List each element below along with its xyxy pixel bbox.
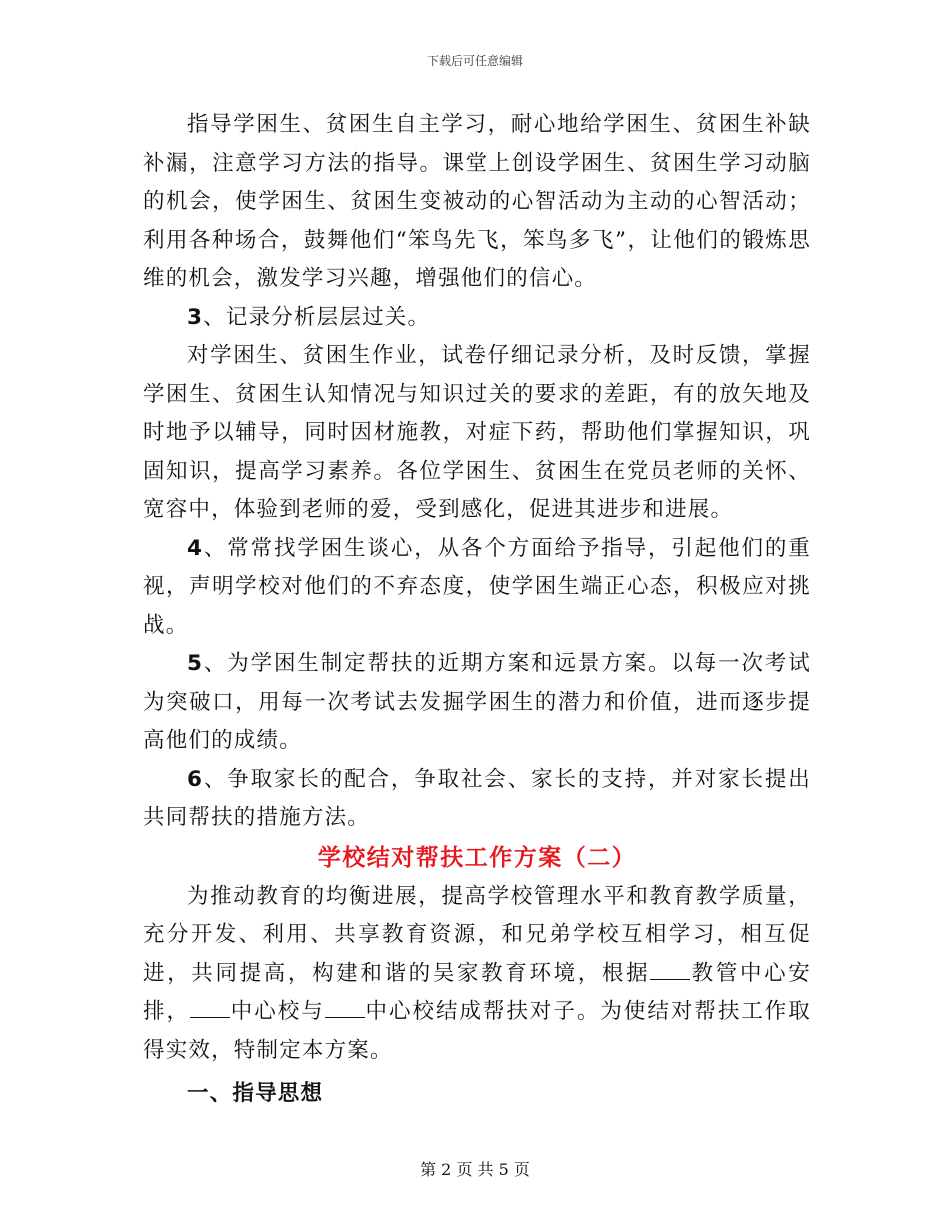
heading-guiding-ideology: 一、指导思想 — [187, 1081, 324, 1106]
list-item-3 — [143, 299, 811, 338]
page-header: 下载后可任意编辑 — [426, 54, 523, 68]
blank-line — [650, 961, 690, 980]
section-title: 学校结对帮扶工作方案（二） — [317, 843, 637, 871]
intro-text-c: 中心校与 — [229, 999, 325, 1024]
intro-text-a: 为推动教育的均衡进展，提高学校管理水平和教育教学质量，充分开发、利用、共享教育资源，和兄弟学校互相学习，相互促进，共同提高，构建和谐的吴家教育环境，根据 — [143, 883, 811, 986]
list-item-6 — [143, 761, 811, 838]
blank-line — [190, 999, 230, 1018]
item-number: 6 — [187, 766, 204, 792]
document-body — [143, 106, 811, 1114]
list-item-5 — [143, 645, 811, 761]
item-text: 、常常找学困生谈心，从各个方面给予指导，引起他们的重视，声明学校对他们的不弃态度，使学困生端正心态，积极应对挑战。 — [143, 535, 811, 638]
list-item-4 — [143, 530, 811, 646]
paragraph-analysis: 对学困生、贫困生作业，试卷仔细记录分析，及时反馈，掌握学困生、贫困生认知情况与知识过关的要求的差距，有的放矢地及时地予以辅导，同时因材施教，对症下药，帮助他们掌握知识，巩固知识，提高学习素养。各位学困生、贫困生在党员老师的关怀、宽容中，体验到老师的爱，受到感化，促进其进步和进展。 — [143, 343, 811, 522]
item-number: 5 — [187, 651, 204, 676]
item-number: 4 — [187, 535, 204, 561]
page-footer: 第 2 页 共 5 页 — [420, 1160, 530, 1179]
item-text: 、争取家长的配合，争取社会、家长的支持，并对家长提出共同帮扶的措施方法。 — [143, 766, 811, 830]
item-text: 、记录分析层层过关。 — [203, 304, 431, 330]
intro-text-b: 教管中心安排， — [143, 960, 811, 1024]
intro-text-d: 中心校结成帮扶对子。为使结对帮扶工作取得实效，特制定本方案。 — [143, 999, 811, 1063]
paragraph-intro — [143, 878, 811, 1071]
item-text: 、为学困生制定帮扶的近期方案和远景方案。以每一次考试为突破口，用每一次考试去发掘学困生的潜力和价值，进而逐步提高他们的成绩。 — [143, 651, 811, 753]
blank-line — [325, 999, 365, 1018]
item-number: 3 — [187, 304, 204, 330]
paragraph-guidance: 指导学困生、贫困生自主学习，耐心地给学困生、贫困生补缺补漏，注意学习方法的指导。课堂上创设学困生、贫困生学习动脑的机会，使学困生、贫困生变被动的心智活动为主动的心智活动；利用各种场合，鼓舞他们“笨鸟先飞，笨鸟多飞”，让他们的锻炼思维的机会，激发学习兴趣，增强他们的信心。 — [143, 112, 811, 291]
